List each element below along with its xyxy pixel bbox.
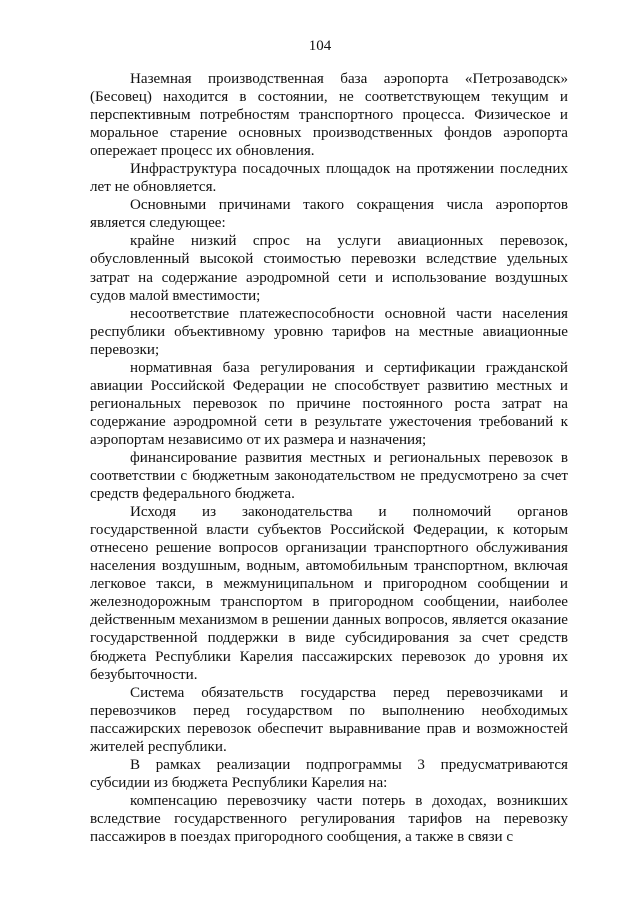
list-item: компенсацию перевозчику части потерь в доходах, возникших вследствие государственного регулирования тарифов на перевозку пассажиров в поездах пригородного сообщения, а также в связи с bbox=[90, 792, 568, 845]
paragraph: Основными причинами такого сокращения числа аэропортов является следующее: bbox=[90, 197, 568, 232]
paragraph: Исходя из законодательства и полномочий органов государственной власти субъектов Российской Федерации, к которым отнесено решение вопросов организации транспортного обслуживания населения воздушным, водным, автомобильным транспортном, включая легковое такси, в межмуниципальном и пригородном сообщении и железнодорожным транспортом в пригородном сообщении, наиболее действенным механизмом в решении данных вопросов, является оказание государственной поддержки в виде субсидирования за счет средств бюджета Республики Карелия пассажирских перевозок до уровня их безубыточности. bbox=[90, 504, 568, 683]
page-number: 104 bbox=[308, 38, 332, 54]
list-item: крайне низкий спрос на услуги авиационных перевозок, обусловленный высокой стоимостью перевозки вследствие удельных затрат на содержание аэродромной сети и использование воздушных судов малой вместимости; bbox=[90, 233, 568, 304]
list-item: финансирование развития местных и региональных перевозок в соответствии с бюджетным законодательством не предусмотрено за счет средств федерального бюджета. bbox=[90, 449, 568, 503]
document-body bbox=[90, 70, 568, 846]
list-item: нормативная база регулирования и сертификации гражданской авиации Российской Федерации не способствует развитию местных и региональных перевозок по причине постоянного роста затрат на содержание аэродромной сети в результате ужесточения требований к аэропортам независимо от их размера и назначения; bbox=[90, 359, 568, 448]
list-item: несоответствие платежеспособности основной части населения республики объективному уровню тарифов на местные авиационные перевозки; bbox=[90, 305, 568, 358]
paragraph: Система обязательств государства перед перевозчиками и перевозчиков перед государством по выполнению необходимых пассажирских перевозок обеспечит выравнивание прав и возможностей жителей республики. bbox=[90, 684, 568, 755]
paragraph: Инфраструктура посадочных площадок на протяжении последних лет не обновляется. bbox=[90, 161, 568, 196]
paragraph: В рамках реализации подпрограммы 3 предусматриваются субсидии из бюджета Республики Карелия на: bbox=[90, 756, 568, 791]
paragraph: Наземная производственная база аэропорта «Петрозаводск» (Бесовец) находится в состоянии, не соответствующем текущим и перспективным потребностям транспортного процесса. Физическое и моральное старение основных производственных фондов аэропорта опережает процесс их обновления. bbox=[90, 71, 568, 160]
